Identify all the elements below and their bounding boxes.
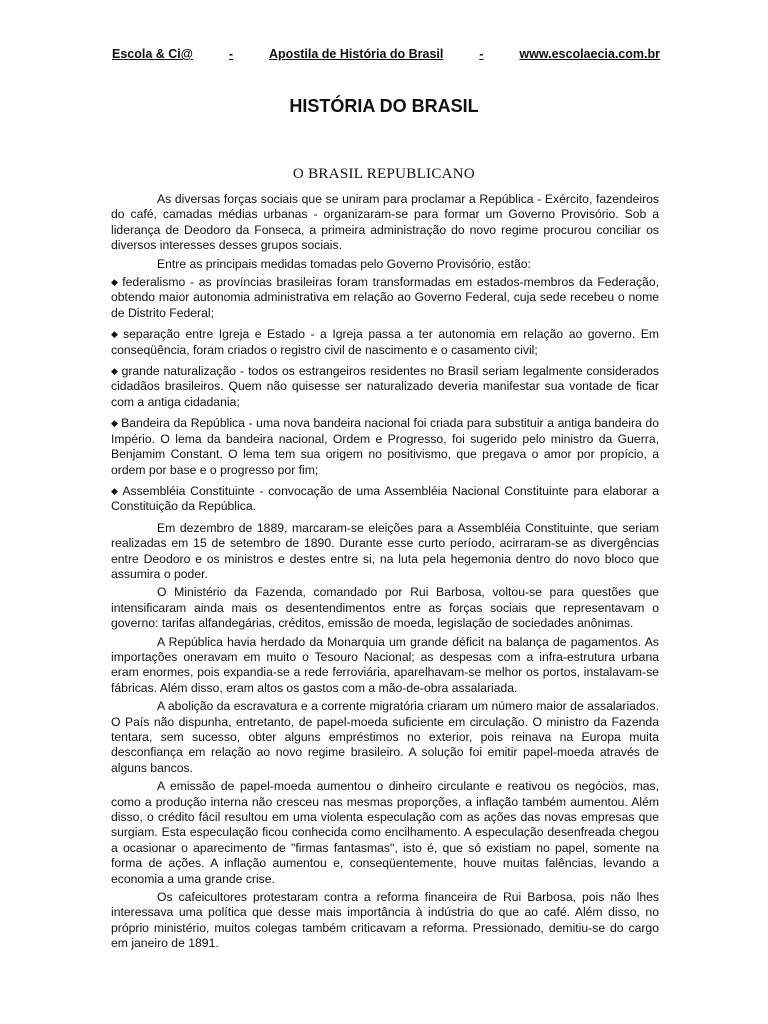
diamond-bullet-icon: ◆ — [111, 485, 120, 496]
paragraph: Os cafeicultores protestaram contra a reforma financeira de Rui Barbosa, pois não lhes interessava uma política que desse mais importância à indústria do que ao café. Além disso, no próprio ministério, muitos colegas também criticavam a reforma. Pressionado, demitiu-se do cargo em janeiro de 1891. — [111, 890, 659, 951]
bullet-text: federalismo - as províncias brasileiras foram transformadas em estados-membros da Federação, obtendo maior autonomia administrativa em relação ao Governo Federal, cuja sede recebeu o nome de Distrito Federal; — [111, 275, 660, 320]
bullet-item — [111, 484, 659, 515]
section-title: O BRASIL REPUBLICANO — [292, 166, 476, 182]
header-separator: - — [228, 47, 234, 61]
header-website-link[interactable]: www.escolaecia.com.br — [519, 47, 660, 61]
paragraph: Em dezembro de 1889, marcaram-se eleições para a Assembléia Constituinte, que seriam realizadas em 15 de setembro de 1890. Durante esse curto período, acirraram-se as divergências entre Deodoro e os ministros e destes entre si, na luta pela hegemonia dentro do novo bloco que assumira o poder. — [111, 520, 659, 581]
diamond-bullet-icon: ◆ — [111, 277, 120, 288]
bullet-item — [111, 416, 659, 478]
header-school: Escola & Ci@ — [112, 47, 193, 61]
bullet-item — [111, 275, 659, 321]
page-header — [112, 47, 660, 61]
paragraph: A República havia herdado da Monarquia um grande déficit na balança de pagamentos. As importações oneravam em muito o Tesouro Nacional; as despesas com a infra-estrutura urbana eram enormes, pois expandia-se a rede ferroviária, aparelhavam-se melhor os portos, instalavam-se fábricas. Além disso, eram altos os gastos com a mão-de-obra assalariada. — [111, 634, 659, 695]
bullet-text: separação entre Igreja e Estado - a Igreja passa a ter autonomia em relação ao governo. Em conseqüência, foram criados o registro civil de nascimento e o casamento civil; — [111, 327, 659, 357]
bullet-item — [111, 327, 659, 358]
paragraph: As diversas forças sociais que se uniram para proclamar a República - Exército, fazendeiros do café, camadas médias urbanas - organizaram-se para formar um Governo Provisório. Sob a liderança de Deodoro da Fonseca, a primeira administração do novo regime procurou conciliar os diversos interesses desses grupos sociais. — [111, 192, 659, 253]
document-body — [111, 192, 659, 955]
document-title: HISTÓRIA DO BRASIL — [289, 96, 479, 116]
header-separator: - — [479, 47, 484, 61]
diamond-bullet-icon: ◆ — [111, 329, 121, 340]
paragraph: A emissão de papel-moeda aumentou o dinheiro circulante e reativou os negócios, mas, como a produção interna não cresceu nas mesmas proporções, a inflação também aumentou. Além disso, o crédito fácil resultou em uma violenta especulação com as ações das novas empresas que surgiam. Esta especulação ficou conhecida como encilhamento. A especulação desenfreada chegou a ocasionar o aparecimento de "firmas fantasmas", isto é, que só existiam no papel, somente na forma de ações. A inflação aumentou e, conseqüentemente, houve muitas falências, levando a economia a uma grande crise. — [111, 779, 659, 886]
bullet-text: Assembléia Constituinte - convocação de uma Assembléia Nacional Constituinte para elaborar a Constituição da República. — [111, 483, 660, 514]
diamond-bullet-icon: ◆ — [111, 418, 119, 429]
bullet-text: grande naturalização - todos os estrangeiros residentes no Brasil seriam legalmente considerados cidadãos brasileiros. Quem não quisesse ser naturalizado deveria manifestar sua vontade de ficar com a antiga cidadania; — [111, 364, 659, 409]
paragraph: A abolição da escravatura e a corrente migratória criaram um número maior de assalariados. O País não dispunha, entretanto, de papel-moeda suficiente em circulação. O ministro da Fazenda tentara, sem sucesso, obter alguns empréstimos no exterior, pois reinava na Europa muita desconfiança em relação ao novo regime brasileiro. A solução foi emitir papel-moeda através de alguns bancos. — [111, 699, 659, 775]
diamond-bullet-icon: ◆ — [111, 366, 119, 377]
bullet-item — [111, 364, 659, 410]
bullet-text: Bandeira da República - uma nova bandeira nacional foi criada para substituir a antiga bandeira do Império. O lema da bandeira nacional, Ordem e Progresso, foi sugerido pelo ministro da Guerra, Benjamim Constant. O lema tem sua origem no positivismo, que pregava o amor por propício, a ordem por base e o progresso por fim; — [111, 416, 659, 477]
paragraph: Entre as principais medidas tomadas pelo Governo Provisório, estão: — [157, 256, 531, 271]
header-course: Apostila de História do Brasil — [269, 47, 444, 61]
paragraph: O Ministério da Fazenda, comandado por Rui Barbosa, voltou-se para questões que intensificaram ainda mais os desentendimentos entre as forças sociais que representavam o governo: tarifas alfandegárias, créditos, emissão de moeda, legislação de sociedades anônimas. — [111, 585, 659, 631]
